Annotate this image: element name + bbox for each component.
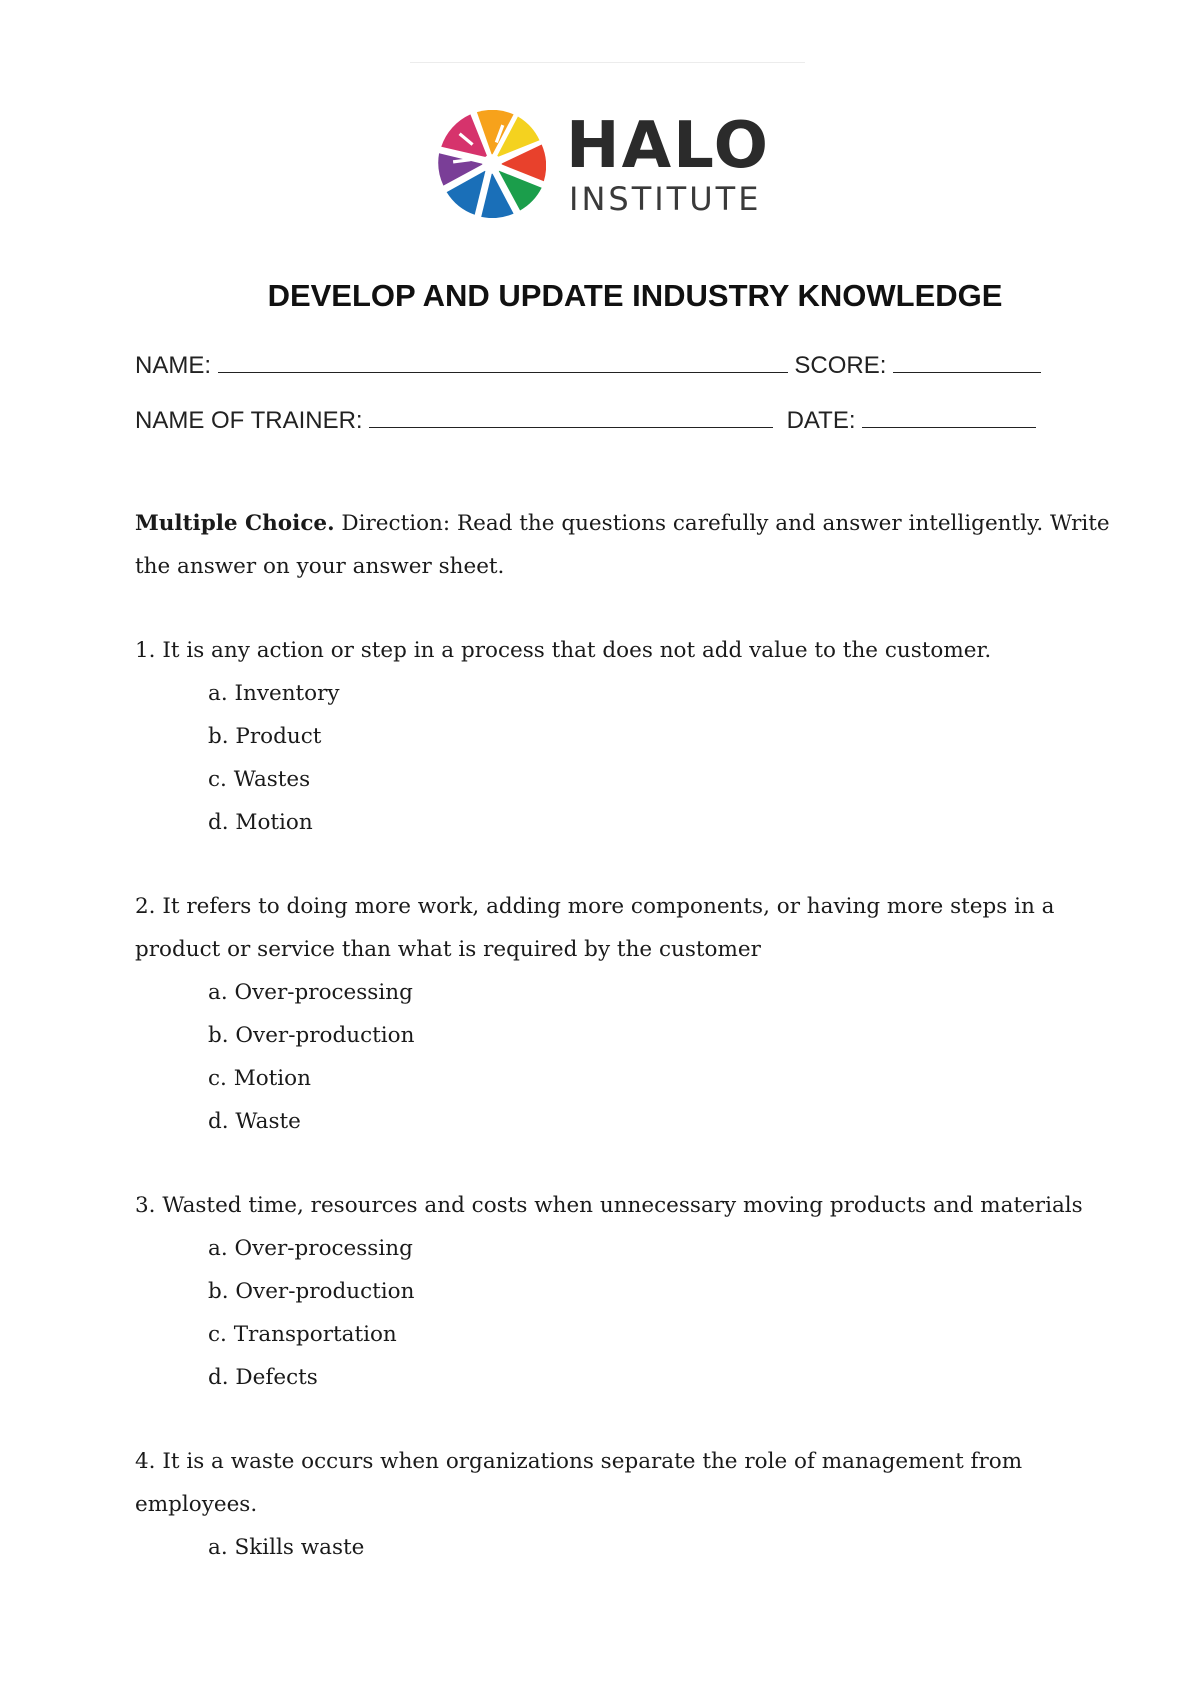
question-1 (135, 629, 1115, 844)
question-text: 2. It refers to doing more work, adding more components, or having more steps in a product or service than what is required by the customer (135, 894, 1055, 962)
choice-option: d. Defects (208, 1365, 318, 1390)
trainer-field[interactable] (369, 407, 773, 428)
choice-option: c. Transportation (208, 1322, 397, 1347)
name-score-row (135, 352, 1041, 380)
choice-list (135, 672, 1115, 844)
choice-option: a. Over-processing (208, 980, 413, 1005)
halo-logo-mark-icon (438, 110, 546, 218)
choice-option: d. Motion (208, 810, 313, 835)
score-label: SCORE: (794, 352, 887, 379)
question-2 (135, 885, 1115, 1143)
name-label: NAME: (135, 352, 212, 379)
trainer-date-row (135, 407, 1036, 435)
directions (135, 502, 1115, 588)
choice-option: b. Product (208, 724, 322, 749)
halo-institute-logo (438, 110, 778, 220)
directions-heading: Multiple Choice. (135, 511, 335, 536)
choice-option: a. Over-processing (208, 1236, 413, 1261)
logo-wordmark-halo: HALO (566, 109, 770, 183)
score-field[interactable] (893, 352, 1041, 373)
question-list (135, 629, 1115, 1569)
directions-text: Direction: Read the questions carefully and answer intelligently. Write the answer on your answer sheet. (135, 511, 1110, 579)
trainer-label: NAME OF TRAINER: (135, 407, 363, 434)
logo-wordmark-institute: INSTITUTE (569, 180, 762, 218)
choice-list (135, 971, 1115, 1143)
choice-option: b. Over-production (208, 1023, 415, 1048)
name-field[interactable] (218, 352, 788, 373)
quiz-content (135, 502, 1115, 1610)
choice-list (135, 1526, 1115, 1569)
page-title: DEVELOP AND UPDATE INDUSTRY KNOWLEDGE (267, 278, 1003, 313)
choice-option: d. Waste (208, 1109, 301, 1134)
question-text: 1. It is any action or step in a process that does not add value to the customer. (135, 638, 992, 663)
header-rule (410, 62, 805, 63)
choice-option: c. Motion (208, 1066, 311, 1091)
choice-option: c. Wastes (208, 767, 311, 792)
choice-option: a. Skills waste (208, 1535, 365, 1560)
choice-list (135, 1227, 1115, 1399)
date-field[interactable] (862, 407, 1036, 428)
question-3 (135, 1184, 1115, 1399)
date-label: DATE: (786, 407, 856, 434)
question-4 (135, 1440, 1115, 1569)
choice-option: b. Over-production (208, 1279, 415, 1304)
choice-option: a. Inventory (208, 681, 340, 706)
question-text: 3. Wasted time, resources and costs when unnecessary moving products and materials (135, 1193, 1083, 1218)
question-text: 4. It is a waste occurs when organizations separate the role of management from employees. (135, 1449, 1023, 1517)
